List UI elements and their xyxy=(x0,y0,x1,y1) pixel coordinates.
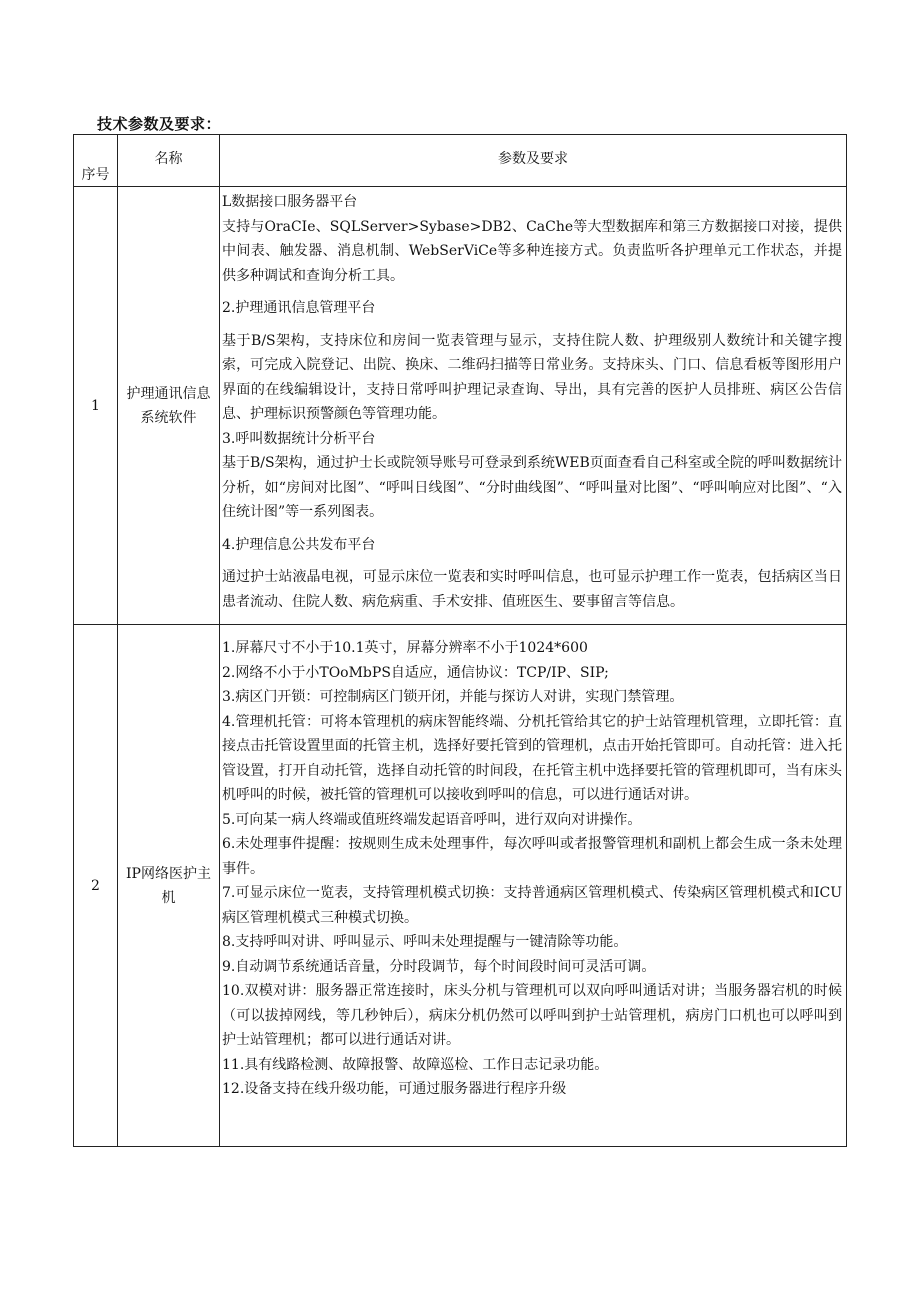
param-line: 11.具有线路检测、故障报警、故障巡检、工作日志记录功能。 xyxy=(222,1056,609,1073)
param-line: 9.自动调节系统通话音量，分时段调节，每个时间段时间可灵活可调。 xyxy=(222,958,656,975)
param-line: 2.护理通讯信息管理平台 xyxy=(222,300,376,316)
header-name: 名称 xyxy=(118,135,220,187)
row-seq: 1 xyxy=(74,187,118,625)
param-line: 10.双模对讲：服务器正常连接时，床头分机与管理机可以双向呼叫通话对讲；当服务器宕机的时候（可以拔掉网线，等几秒钟后），病床分机仍然可以呼叫到护士站管理机，病房门口机也可以呼叫到护士站管理机；都可以进行通话对讲。 xyxy=(222,983,842,1048)
table-row xyxy=(74,625,847,1147)
header-seq: 序号 xyxy=(74,135,118,187)
param-line: 3.呼叫数据统计分析平台 xyxy=(222,430,376,447)
row-params xyxy=(220,625,847,1147)
param-line: 12.设备支持在线升级功能，可通过服务器进行程序升级 xyxy=(222,1081,567,1097)
param-line: L数据接口服务器平台 xyxy=(222,194,358,210)
param-line: 基于B/S架构，通过护士长或院领导账号可登录到系统WEB页面查看自己科室或全院的呼叫数据统计分析，如“房间对比图”、“呼叫日线图”、“分时曲线图”、“呼叫量对比图”、“呼叫响应对比图”、“入住统计图”等一系列图表。 xyxy=(222,455,842,520)
spec-table xyxy=(73,134,847,1147)
row-params xyxy=(220,187,847,625)
param-line: 7.可显示床位一览表，支持管理机模式切换：支持普通病区管理机模式、传染病区管理机模式和ICU病区管理机模式三种模式切换。 xyxy=(222,885,842,926)
section-heading: 技术参数及要求： xyxy=(97,115,222,133)
param-line: 8.支持呼叫对讲、呼叫显示、呼叫未处理提醒与一键清除等功能。 xyxy=(222,934,628,950)
row-name: IP网络医护主机 xyxy=(118,625,220,1147)
param-line: 4.管理机托管：可将本管理机的病床智能终端、分机托管给其它的护士站管理机管理，立即托管：直接点击托管设置里面的托管主机，选择好要托管到的管理机，点击开始托管即可。自动托管：进入托管设置，打开自动托管，选择自动托管的时间段，在托管主机中选择要托管的管理机即可，当有床头机呼叫的时候，被托管的管理机可以接收到呼叫的信息，可以进行通话对讲。 xyxy=(222,713,842,803)
param-line: 6.未处理事件提醒：按规则生成未处理事件，每次呼叫或者报警管理机和副机上都会生成一条未处理事件。 xyxy=(222,836,842,877)
param-line: 通过护士站液晶电视，可显示床位一览表和实时呼叫信息，也可显示护理工作一览表，包括病区当日患者流动、住院人数、病危病重、手术安排、值班医生、要事留言等信息。 xyxy=(222,569,842,610)
param-line: 支持与OraCIe、SQLServer>Sybase>DB2、CaChe等大型数据库和第三方数据接口对接，提供中间表、触发器、消息机制、WebSerViCe等多种连接方式。负责监听各护理单元工作状态，并提供多种调试和查询分析工具。 xyxy=(222,218,842,284)
header-params: 参数及要求 xyxy=(220,135,847,187)
param-line: 1.屏幕尺寸不小于10.1英寸，屏幕分辨率不小于1024*600 xyxy=(222,640,588,656)
param-line: 基于B/S架构，支持床位和房间一览表管理与显示，支持住院人数、护理级别人数统计和关键字搜索，可完成入院登记、出院、换床、二维码扫描等日常业务。支持床头、门口、信息看板等图形用户界面的在线编辑设计，支持日常呼叫护理记录查询、导出，具有完善的医护人员排班、病区公告信息、护理标识预警颜色等管理功能。 xyxy=(222,332,842,422)
table-header-row xyxy=(74,135,847,187)
table-row xyxy=(74,187,847,625)
param-line: 4.护理信息公共发布平台 xyxy=(222,536,376,553)
row-name: 护理通讯信息系统软件 xyxy=(118,187,220,625)
param-line: 5.可向某一病人终端或值班终端发起语音呼叫，进行双向对讲操作。 xyxy=(222,811,642,828)
row-seq: 2 xyxy=(74,625,118,1147)
param-line: 2.网络不小于小TOoMbPS自适应，通信协议：TCP/IP、SIP; xyxy=(222,664,609,681)
param-line: 3.病区门开锁：可控制病区门锁开闭，并能与探访人对讲，实现门禁管理。 xyxy=(222,689,684,705)
